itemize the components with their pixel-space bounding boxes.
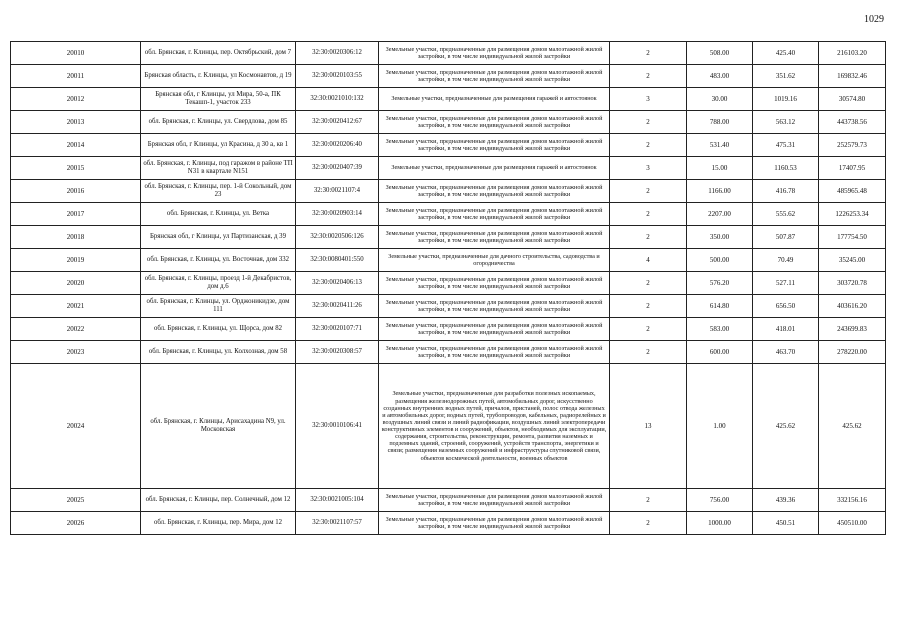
row-number-cell: 20019 (11, 249, 141, 272)
area-cell: 614.80 (687, 295, 753, 318)
land-use-cell: Земельные участки, предназначенные для размещения домов малоэтажной жилой застройки, в том числе индивидуальной жилой застройки (379, 203, 610, 226)
land-use-cell: Земельные участки, предназначенные для размещения гаражей и автостоянок (379, 157, 610, 180)
land-use-cell: Земельные участки, предназначенные для размещения домов малоэтажной жилой застройки, в том числе индивидуальной жилой застройки (379, 111, 610, 134)
table-row (11, 489, 886, 512)
cadastral-value-cell: 425.62 (819, 364, 886, 489)
cadastral-value-table (10, 41, 886, 535)
cadastral-value-cell: 403616.20 (819, 295, 886, 318)
table-row (11, 157, 886, 180)
area-cell: 350.00 (687, 226, 753, 249)
cadastral-value-cell: 443738.56 (819, 111, 886, 134)
table-row (11, 295, 886, 318)
cadastral-value-cell: 169832.46 (819, 65, 886, 88)
cadastral-value-cell: 30574.80 (819, 88, 886, 111)
area-cell: 583.00 (687, 318, 753, 341)
land-use-cell: Земельные участки, предназначенные для размещения домов малоэтажной жилой застройки, в том числе индивидуальной жилой застройки (379, 42, 610, 65)
cadastral-value-cell: 35245.00 (819, 249, 886, 272)
address-cell: Брянская область, г. Клинцы, ул Космонавтов, д 19 (141, 65, 296, 88)
use-code-cell: 3 (610, 157, 687, 180)
unit-value-cell: 439.36 (753, 489, 819, 512)
cadastral-value-cell: 278220.00 (819, 341, 886, 364)
use-code-cell: 3 (610, 88, 687, 111)
address-cell: Брянская обл, г Клинцы, ул Красина, д 30 а, кв 1 (141, 134, 296, 157)
row-number-cell: 20014 (11, 134, 141, 157)
table-row (11, 272, 886, 295)
address-cell: обл. Брянская, г. Клинцы, пер. 1-й Сокольный, дом 23 (141, 180, 296, 203)
cadastral-number-cell: 32:30:0021107:57 (296, 512, 379, 535)
cadastral-value-cell: 303720.78 (819, 272, 886, 295)
unit-value-cell: 351.62 (753, 65, 819, 88)
land-use-cell: Земельные участки, предназначенные для разработки полезных ископаемых, размещения железнодорожных путей, автомобильных дорог, искусственно созданных внутренних водных путей, причалов, пристаней, полос отвода железных и автомобильных дорог, водных путей, трубопроводов, кабельных, радиорелейных и воздушных линий связи и линий радиофикации, воздушных линий электропередачи конструктивных элементов и сооружений, объектов, необходимых для эксплуатации, содержания, строительства, реконструкции, ремонта, развития наземных и подземных зданий, строений, сооружений, устройств транспорта, энергетики и связи; размещения наземных сооружений и инфраструктуры спутниковой связи, объектов космической деятельности, военных объектов (379, 364, 610, 489)
cadastral-number-cell: 32:30:0021005:104 (296, 489, 379, 512)
row-number-cell: 20017 (11, 203, 141, 226)
area-cell: 1.00 (687, 364, 753, 489)
unit-value-cell: 555.62 (753, 203, 819, 226)
row-number-cell: 20018 (11, 226, 141, 249)
use-code-cell: 2 (610, 512, 687, 535)
area-cell: 788.00 (687, 111, 753, 134)
use-code-cell: 2 (610, 65, 687, 88)
unit-value-cell: 463.70 (753, 341, 819, 364)
use-code-cell: 2 (610, 341, 687, 364)
unit-value-cell: 416.78 (753, 180, 819, 203)
address-cell: обл. Брянская, г. Клинцы, ул. Щорса, дом 82 (141, 318, 296, 341)
row-number-cell: 20020 (11, 272, 141, 295)
cadastral-number-cell: 32:30:0020506:126 (296, 226, 379, 249)
use-code-cell: 2 (610, 489, 687, 512)
area-cell: 483.00 (687, 65, 753, 88)
address-cell: обл. Брянская, г. Клинцы, пер. Солнечный, дом 12 (141, 489, 296, 512)
use-code-cell: 2 (610, 226, 687, 249)
row-number-cell: 20015 (11, 157, 141, 180)
table-row (11, 341, 886, 364)
table-row (11, 134, 886, 157)
cadastral-value-cell: 252579.73 (819, 134, 886, 157)
address-cell: обл. Брянская, г. Клинцы, ул. Колхозная, дом 58 (141, 341, 296, 364)
unit-value-cell: 507.87 (753, 226, 819, 249)
address-cell: Брянская обл, г Клинцы, ул Мира, 50-а, ПК Текашп-1, участок 233 (141, 88, 296, 111)
use-code-cell: 13 (610, 364, 687, 489)
table-row (11, 180, 886, 203)
address-cell: обл. Брянская, г. Клинцы, ул. Восточная, дом 332 (141, 249, 296, 272)
address-cell: обл. Брянская, г. Клинцы, пер. Мира, дом 12 (141, 512, 296, 535)
cadastral-number-cell: 32:30:0021010:132 (296, 88, 379, 111)
land-use-cell: Земельные участки, предназначенные для размещения домов малоэтажной жилой застройки, в том числе индивидуальной жилой застройки (379, 272, 610, 295)
table-body (11, 42, 886, 535)
cadastral-number-cell: 32:30:0020407:39 (296, 157, 379, 180)
row-number-cell: 20012 (11, 88, 141, 111)
unit-value-cell: 418.01 (753, 318, 819, 341)
unit-value-cell: 656.50 (753, 295, 819, 318)
land-use-cell: Земельные участки, предназначенные для размещения домов малоэтажной жилой застройки, в том числе индивидуальной жилой застройки (379, 226, 610, 249)
cadastral-value-cell: 332156.16 (819, 489, 886, 512)
row-number-cell: 20010 (11, 42, 141, 65)
land-use-cell: Земельные участки, предназначенные для дачного строительства, садоводства и огородничества (379, 249, 610, 272)
cadastral-number-cell: 32:30:0020406:13 (296, 272, 379, 295)
land-use-cell: Земельные участки, предназначенные для размещения домов малоэтажной жилой застройки, в том числе индивидуальной жилой застройки (379, 180, 610, 203)
table-row (11, 111, 886, 134)
use-code-cell: 2 (610, 203, 687, 226)
area-cell: 600.00 (687, 341, 753, 364)
address-cell: обл. Брянская, г. Клинцы, проезд 1-й Декабристов, дом д.6 (141, 272, 296, 295)
cadastral-number-cell: 32:30:0021107:4 (296, 180, 379, 203)
address-cell: обл. Брянская, г. Клинцы, ул. Ветка (141, 203, 296, 226)
area-cell: 508.00 (687, 42, 753, 65)
table-row (11, 65, 886, 88)
address-cell: обл. Брянская, г. Клинцы, ул. Орджоникидзе, дом 111 (141, 295, 296, 318)
cadastral-number-cell: 32:30:0010106:41 (296, 364, 379, 489)
cadastral-number-cell: 32:30:0020206:40 (296, 134, 379, 157)
row-number-cell: 20023 (11, 341, 141, 364)
unit-value-cell: 425.40 (753, 42, 819, 65)
area-cell: 30.00 (687, 88, 753, 111)
area-cell: 500.00 (687, 249, 753, 272)
unit-value-cell: 70.49 (753, 249, 819, 272)
cadastral-value-cell: 450510.00 (819, 512, 886, 535)
land-use-cell: Земельные участки, предназначенные для размещения домов малоэтажной жилой застройки, в том числе индивидуальной жилой застройки (379, 318, 610, 341)
land-use-cell: Земельные участки, предназначенные для размещения домов малоэтажной жилой застройки, в том числе индивидуальной жилой застройки (379, 295, 610, 318)
land-use-cell: Земельные участки, предназначенные для размещения домов малоэтажной жилой застройки, в том числе индивидуальной жилой застройки (379, 512, 610, 535)
row-number-cell: 20024 (11, 364, 141, 489)
area-cell: 1166.00 (687, 180, 753, 203)
cadastral-value-cell: 485965.48 (819, 180, 886, 203)
area-cell: 1000.00 (687, 512, 753, 535)
row-number-cell: 20016 (11, 180, 141, 203)
row-number-cell: 20011 (11, 65, 141, 88)
unit-value-cell: 1019.16 (753, 88, 819, 111)
table-row (11, 318, 886, 341)
row-number-cell: 20021 (11, 295, 141, 318)
land-use-cell: Земельные участки, предназначенные для размещения гаражей и автостоянок (379, 88, 610, 111)
unit-value-cell: 475.31 (753, 134, 819, 157)
unit-value-cell: 425.62 (753, 364, 819, 489)
use-code-cell: 2 (610, 111, 687, 134)
cadastral-number-cell: 32:30:0020903:14 (296, 203, 379, 226)
cadastral-number-cell: 32:30:0020306:12 (296, 42, 379, 65)
address-cell: обл. Брянская, г. Клинцы, ул. Свердлова, дом 85 (141, 111, 296, 134)
cadastral-number-cell: 32:30:0020411:26 (296, 295, 379, 318)
land-use-cell: Земельные участки, предназначенные для размещения домов малоэтажной жилой застройки, в том числе индивидуальной жилой застройки (379, 134, 610, 157)
address-cell: Брянская обл, г Клинцы, ул Партизанская, д 39 (141, 226, 296, 249)
row-number-cell: 20013 (11, 111, 141, 134)
address-cell: обл. Брянская, г. Клинцы, Арисахадина N9, ул. Московская (141, 364, 296, 489)
table-row (11, 88, 886, 111)
unit-value-cell: 450.51 (753, 512, 819, 535)
cadastral-number-cell: 32:30:0020107:71 (296, 318, 379, 341)
cadastral-value-cell: 243699.83 (819, 318, 886, 341)
page-number: 1029 (864, 14, 884, 25)
cadastral-number-cell: 32:30:0020103:55 (296, 65, 379, 88)
table-row (11, 226, 886, 249)
table-row (11, 364, 886, 489)
use-code-cell: 2 (610, 318, 687, 341)
unit-value-cell: 563.12 (753, 111, 819, 134)
land-use-cell: Земельные участки, предназначенные для размещения домов малоэтажной жилой застройки, в том числе индивидуальной жилой застройки (379, 489, 610, 512)
cadastral-value-cell: 177754.50 (819, 226, 886, 249)
unit-value-cell: 527.11 (753, 272, 819, 295)
cadastral-number-cell: 32:30:0020308:57 (296, 341, 379, 364)
use-code-cell: 4 (610, 249, 687, 272)
cadastral-value-cell: 17407.95 (819, 157, 886, 180)
use-code-cell: 2 (610, 272, 687, 295)
table-row (11, 203, 886, 226)
area-cell: 756.00 (687, 489, 753, 512)
unit-value-cell: 1160.53 (753, 157, 819, 180)
area-cell: 531.40 (687, 134, 753, 157)
use-code-cell: 2 (610, 295, 687, 318)
cadastral-number-cell: 32:30:0080401:550 (296, 249, 379, 272)
land-use-cell: Земельные участки, предназначенные для размещения домов малоэтажной жилой застройки, в том числе индивидуальной жилой застройки (379, 341, 610, 364)
cadastral-value-cell: 1226253.34 (819, 203, 886, 226)
land-use-cell: Земельные участки, предназначенные для размещения домов малоэтажной жилой застройки, в том числе индивидуальной жилой застройки (379, 65, 610, 88)
address-cell: обл. Брянская, г. Клинцы, под гаражом в районе ТП N31 в квартале N151 (141, 157, 296, 180)
cadastral-number-cell: 32:30:0020412:67 (296, 111, 379, 134)
table-row (11, 512, 886, 535)
use-code-cell: 2 (610, 42, 687, 65)
address-cell: обл. Брянская, г. Клинцы, пер. Октябрьский, дом 7 (141, 42, 296, 65)
row-number-cell: 20022 (11, 318, 141, 341)
table-row (11, 42, 886, 65)
cadastral-value-cell: 216103.20 (819, 42, 886, 65)
area-cell: 15.00 (687, 157, 753, 180)
row-number-cell: 20025 (11, 489, 141, 512)
table-row (11, 249, 886, 272)
use-code-cell: 2 (610, 180, 687, 203)
use-code-cell: 2 (610, 134, 687, 157)
row-number-cell: 20026 (11, 512, 141, 535)
area-cell: 2207.00 (687, 203, 753, 226)
area-cell: 576.20 (687, 272, 753, 295)
